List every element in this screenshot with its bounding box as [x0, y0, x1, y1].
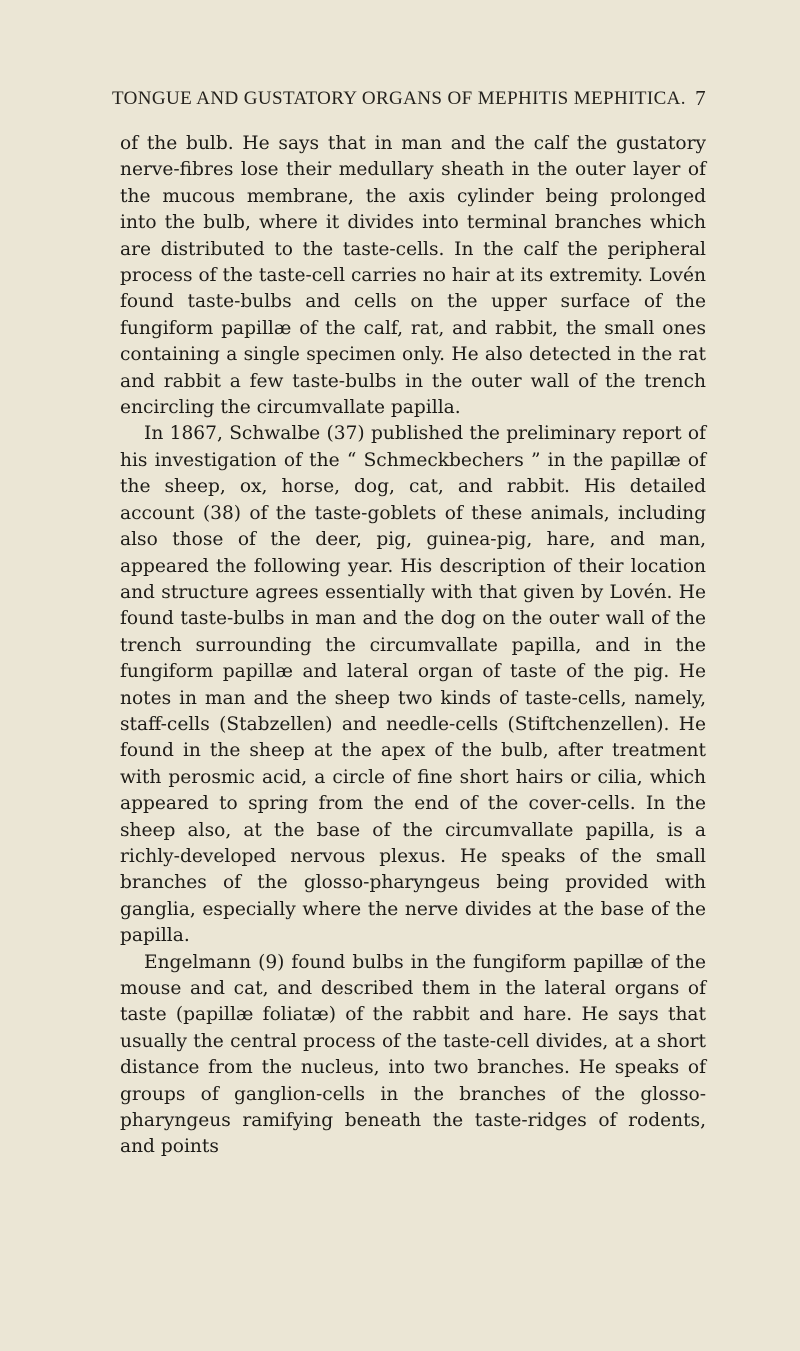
page-number: 7 [695, 86, 706, 110]
paragraph-1: of the bulb. He says that in man and the calf the gustatory nerve-fibres lose their medullary sheath in the outer layer of the mucous membrane, the axis cylinder being prolonged into the bulb, where it divides into terminal branches which are distributed to the taste-cells. In the calf the peripheral process of the taste-cell carries no hair at its extremity. Lovén found taste-bulbs and cells on the upper surface of the fungiform papillæ of the calf, rat, and rabbit, the small ones containing a single specimen only. He also detected in the rat and rabbit a few taste-bulbs in the outer wall of the trench encircling the circumvallate papilla. [120, 133, 706, 419]
running-title: TONGUE AND GUSTATORY ORGANS OF MEPHITIS MEPHITICA. [112, 88, 686, 109]
paragraph-2: In 1867, Schwalbe (37) published the preliminary report of his investigation of the “ Schmeckbechers ” in the papillæ of the sheep, ox, horse, dog, cat, and rabbit. His detailed account (38) of the taste-goblets of these animals, including also those of the deer, pig, guinea-pig, hare, and man, appeared the following year. His description of their location and structure agrees essentially with that given by Lovén. He found taste-bulbs in man and the dog on the outer wall of the trench surrounding the circumvallate papilla, and in the fungiform papillæ and lateral organ of taste of the pig. He notes in man and the sheep two kinds of taste-cells, namely, staff-cells (Stabzellen) and needle-cells (Stiftchenzellen). He found in the sheep at the apex of the bulb, after treatment with perosmic acid, a circle of fine short hairs or cilia, which appeared to spring from the end of the cover-cells. In the sheep also, at the base of the circumvallate papilla, is a richly-developed nervous plexus. He speaks of the small branches of the glosso-pharyngeus being provided with ganglia, especially where the nerve divides at the base of the papilla. [120, 423, 706, 947]
paragraph-3: Engelmann (9) found bulbs in the fungiform papillæ of the mouse and cat, and described them in the lateral organs of taste (papillæ foliatæ) of the rabbit and hare. He says that usually the central process of the taste-cell divides, at a short distance from the nucleus, into two branches. He speaks of groups of ganglion-cells in the branches of the glosso-pharyngeus ramifying beneath the taste-ridges of rodents, and points [120, 951, 706, 1158]
body-text [120, 131, 706, 1161]
running-head [112, 88, 706, 114]
